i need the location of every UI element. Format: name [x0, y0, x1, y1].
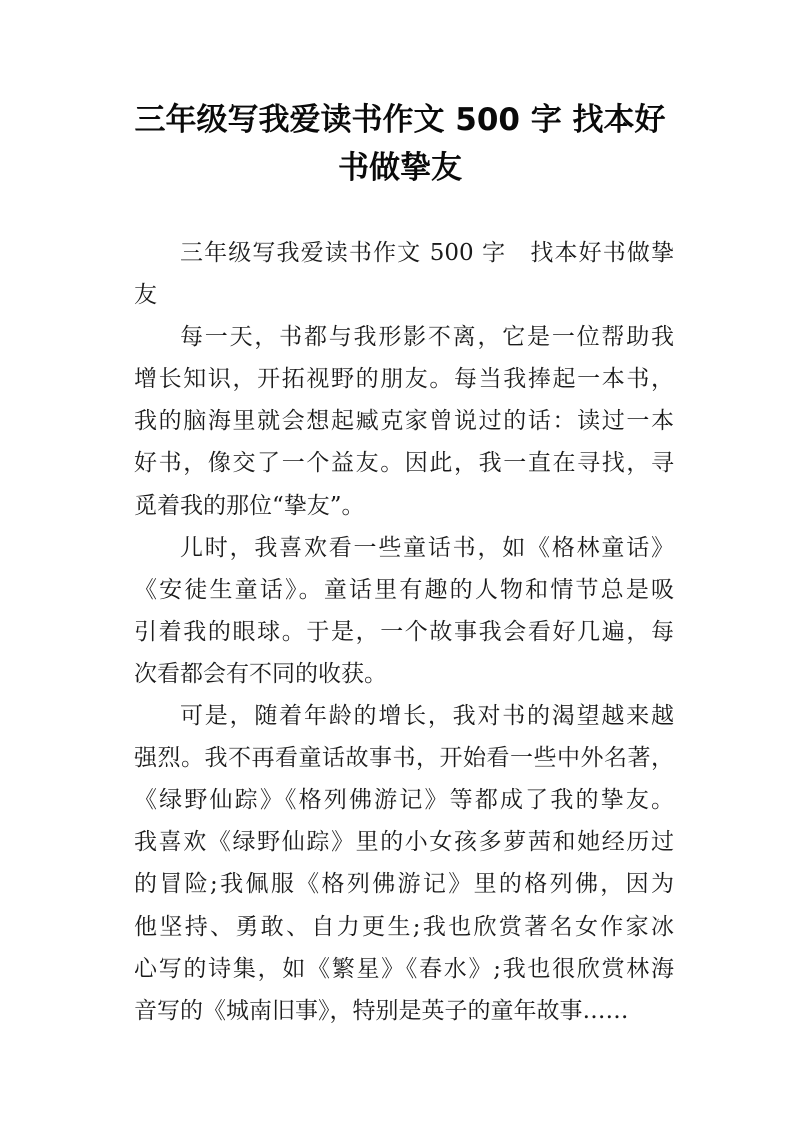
title-line-1: 三年级写我爱读书作文 500 字 找本好 [134, 102, 666, 138]
text-line: 强烈。我不再看童话故事书，开始看一些中外名著， [134, 745, 674, 772]
paragraph-2 [134, 527, 674, 695]
text-line: 我喜欢《绿野仙踪》里的小女孩多萝茜和她经历过 [134, 829, 674, 856]
paragraph-3 [134, 695, 674, 1032]
text-line: 可是，随着年龄的增长，我对书的渴望越来越 [180, 703, 674, 730]
text-line: 儿时，我喜欢看一些童话书，如《格林童话》 [180, 534, 674, 561]
paragraph-subtitle [134, 232, 674, 316]
document-title [100, 96, 700, 192]
paragraph-1 [134, 316, 674, 526]
text-line: 增长知识，开拓视野的朋友。每当我捧起一本书， [134, 366, 674, 393]
text-line: 音写的《城南旧事》，特别是英子的童年故事…… [134, 997, 629, 1024]
text-line: 三年级写我爱读书作文 500 字 找本好书做挚 [180, 240, 674, 266]
text-line: 的冒险;我佩服《格列佛游记》里的格列佛，因为 [134, 871, 674, 898]
title-line-2: 书做挚友 [338, 150, 462, 186]
text-line: 引着我的眼球。于是，一个故事我会看好几遍，每 [134, 618, 674, 645]
text-line: 次看都会有不同的收获。 [134, 660, 387, 687]
text-line: 友 [134, 282, 157, 309]
document-body [134, 232, 674, 1032]
text-line: 《安徒生童话》。童话里有趣的人物和情节总是吸 [134, 576, 674, 603]
text-line: 每一天，书都与我形影不离，它是一位帮助我 [180, 324, 674, 351]
text-line: 觅着我的那位“挚友”。 [134, 492, 365, 519]
text-line: 他坚持、勇敢、自力更生;我也欣赏著名女作家冰 [134, 913, 674, 940]
text-line: 心写的诗集，如《繁星》《春水》;我也很欣赏林海 [134, 955, 674, 982]
text-line: 我的脑海里就会想起臧克家曾说过的话：读过一本 [134, 408, 674, 435]
text-line: 好书，像交了一个益友。因此，我一直在寻找，寻 [134, 450, 674, 477]
text-line: 《绿野仙踪》《格列佛游记》等都成了我的挚友。 [134, 787, 674, 814]
